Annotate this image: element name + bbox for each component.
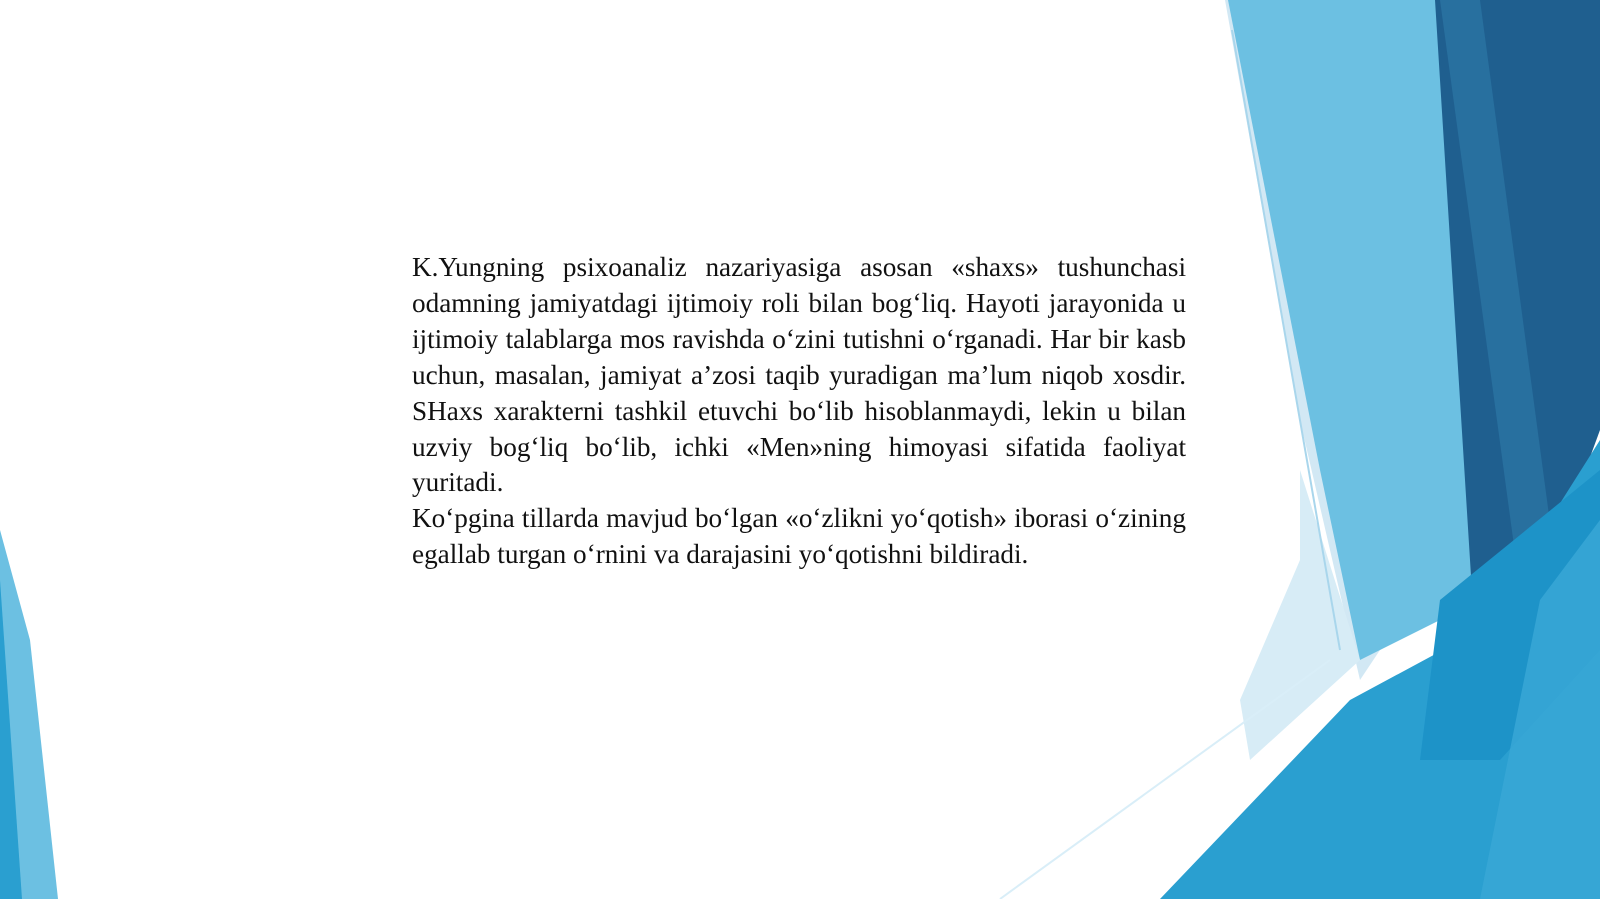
paragraph-1: K.Yungning psixoanaliz nazariyasiga asosan «shaxs» tushunchasi odamning jamiyatdagi ijtimoiy roli bilan bog‘liq. Hayoti jarayonida u ijtimoiy talablarga mos ravishda o‘zini tutishni o‘rganadi. Har bir kasb uchun, masalan, jamiyat a’zosi taqib yuradigan ma’lum niqob xosdir. SHaxs xarakterni tashkil etuvchi bo‘lib hisoblanmaydi, lekin u bilan uzviy bog‘liq bo‘lib, ichki «Men»ning himoyasi sifatida faoliyat yuritadi. bbox=[412, 252, 1186, 498]
paragraph-2: Ko‘pgina tillarda mavjud bo‘lgan «o‘zlikni yo‘qotish» iborasi o‘zining egallab turgan o‘rnini va darajasini yo‘qotishni bildiradi. bbox=[412, 503, 1186, 570]
body-text bbox=[412, 250, 1186, 573]
